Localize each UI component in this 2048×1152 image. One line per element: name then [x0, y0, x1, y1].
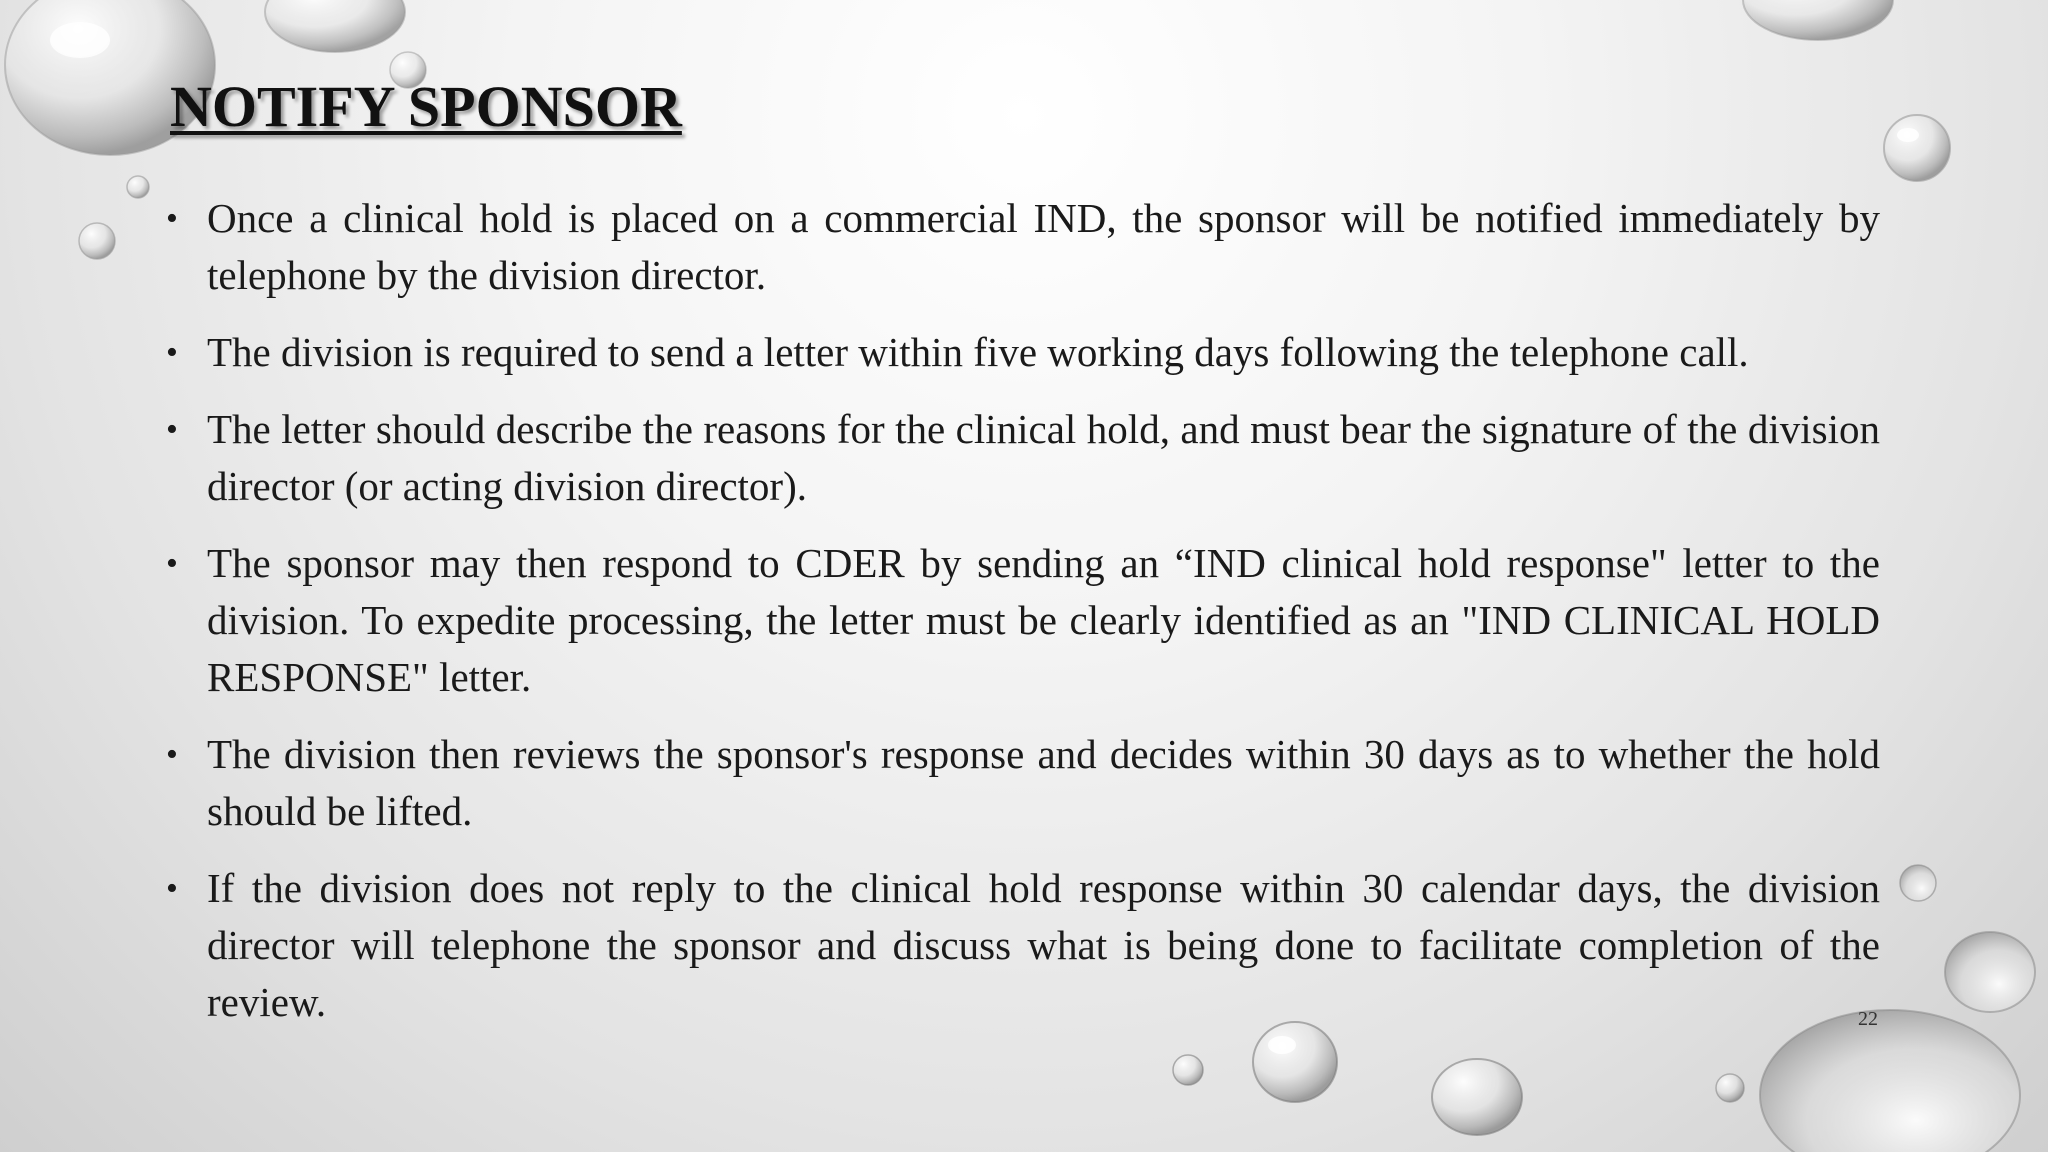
bullet-item	[160, 190, 1880, 304]
drop-bottom-right-small	[1716, 1074, 1744, 1102]
bullet-item	[160, 860, 1880, 1031]
bullet-item	[160, 535, 1880, 706]
drop-top-right	[1743, 0, 1893, 40]
drop-right-upper	[1884, 115, 1950, 181]
bullet-icon: •	[166, 545, 178, 582]
bullet-list	[160, 190, 1880, 1051]
bullet-item	[160, 726, 1880, 840]
bullet-text: The division is required to send a letter within five working days following the telephone call.	[207, 329, 1749, 375]
drop-left-small-1	[127, 176, 149, 198]
drop-right-small	[1900, 865, 1936, 901]
drop-top-left-medium	[265, 0, 405, 52]
bullet-text: The division then reviews the sponsor's response and decides within 30 days as to whether the hold should be lifted.	[207, 731, 1880, 834]
drop-left-small-2	[79, 223, 115, 259]
bullet-text: Once a clinical hold is placed on a commercial IND, the sponsor will be notified immediately by telephone by the division director.	[207, 195, 1880, 298]
bullet-item	[160, 324, 1880, 381]
bullet-icon: •	[166, 870, 178, 907]
drop-bottom-middle-small	[1173, 1055, 1203, 1085]
drop-bottom-middle-right	[1432, 1059, 1522, 1135]
bullet-text: If the division does not reply to the clinical hold response within 30 calendar days, the division director will telephone the sponsor and discuss what is being done to facilitate completion of the review.	[207, 865, 1880, 1025]
bullet-icon: •	[166, 200, 178, 237]
bullet-text: The letter should describe the reasons for the clinical hold, and must bear the signature of the division director (or acting division director).	[207, 406, 1880, 509]
bullet-item	[160, 401, 1880, 515]
drop-right-medium	[1945, 932, 2035, 1012]
page-number: 22	[1858, 1008, 1878, 1030]
bullet-icon: •	[166, 334, 178, 371]
bullet-icon: •	[166, 736, 178, 773]
slide-title: NOTIFY SPONSOR	[170, 74, 682, 139]
bullet-text: The sponsor may then respond to CDER by sending an “IND clinical hold response" letter to the division. To expedite processing, the letter must be clearly identified as an "IND CLINICAL HOLD RESPONSE" letter.	[207, 540, 1880, 700]
bullet-icon: •	[166, 411, 178, 448]
